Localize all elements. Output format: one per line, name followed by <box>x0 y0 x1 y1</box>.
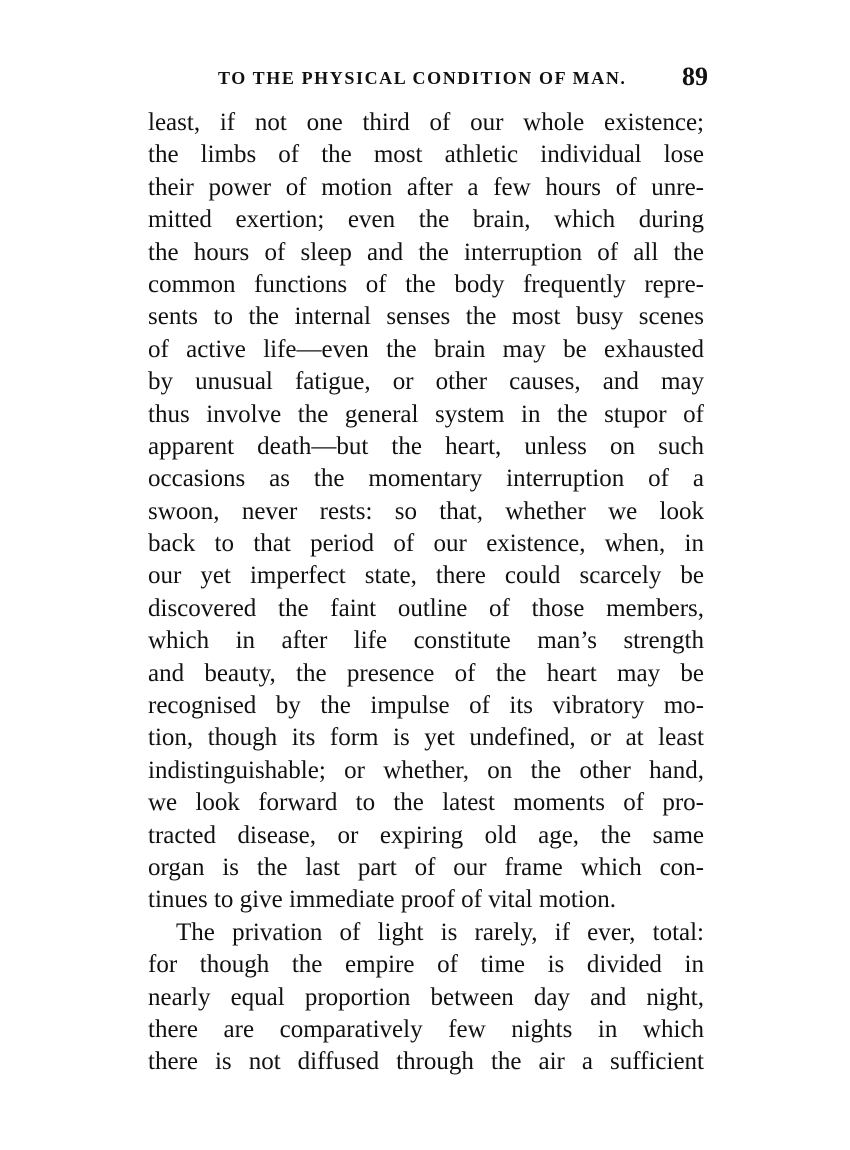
text-line: their power of motion after a few hours of unre- <box>148 173 704 201</box>
text-line: the hours of sleep and the interruption of all the <box>148 238 704 266</box>
body-text <box>148 107 704 1079</box>
text-line: organ is the last part of our frame which con- <box>148 853 704 881</box>
text-line: apparent death—but the heart, unless on such <box>148 432 704 460</box>
text-line: of active life—even the brain may be exhausted <box>148 335 704 363</box>
text-line: tracted disease, or expiring old age, the same <box>148 821 704 849</box>
text-line: occasions as the momentary interruption of a <box>148 465 704 493</box>
text-line: the limbs of the most athletic individual lose <box>148 141 704 169</box>
text-line: which in after life constitute man’s strength <box>148 627 704 655</box>
text-line: mitted exertion; even the brain, which during <box>148 206 704 234</box>
page-number: 89 <box>682 62 708 91</box>
running-head <box>148 64 708 96</box>
text-line: common functions of the body frequently repre- <box>148 270 704 298</box>
text-line: sents to the internal senses the most busy scenes <box>148 303 704 331</box>
text-line: thus involve the general system in the stupor of <box>148 400 704 428</box>
text-line: there is not diffused through the air a sufficient <box>148 1048 704 1076</box>
text-line: our yet imperfect state, there could scarcely be <box>148 562 704 590</box>
text-line: indistinguishable; or whether, on the other hand, <box>148 756 704 784</box>
text-line: tion, though its form is yet undefined, or at least <box>148 724 704 752</box>
text-line: for though the empire of time is divided in <box>148 951 704 979</box>
text-line: there are comparatively few nights in which <box>148 1015 704 1043</box>
text-line: back to that period of our existence, when, in <box>148 530 704 558</box>
text-line: discovered the faint outline of those members, <box>148 594 704 622</box>
text-line: The privation of light is rarely, if ever, total: <box>176 918 704 946</box>
text-line: and beauty, the presence of the heart may be <box>148 659 704 687</box>
text-line: least, if not one third of our whole existence; <box>148 109 704 136</box>
text-line: by unusual fatigue, or other causes, and may <box>148 368 704 396</box>
text-line: swoon, never rests: so that, whether we look <box>148 497 704 525</box>
running-title: TO THE PHYSICAL CONDITION OF MAN. <box>218 68 627 88</box>
text-line: we look forward to the latest moments of pro- <box>148 789 704 817</box>
text-line: nearly equal proportion between day and night, <box>148 983 704 1011</box>
text-line: tinues to give immediate proof of vital motion. <box>148 886 616 914</box>
text-line: recognised by the impulse of its vibratory mo- <box>148 692 704 720</box>
